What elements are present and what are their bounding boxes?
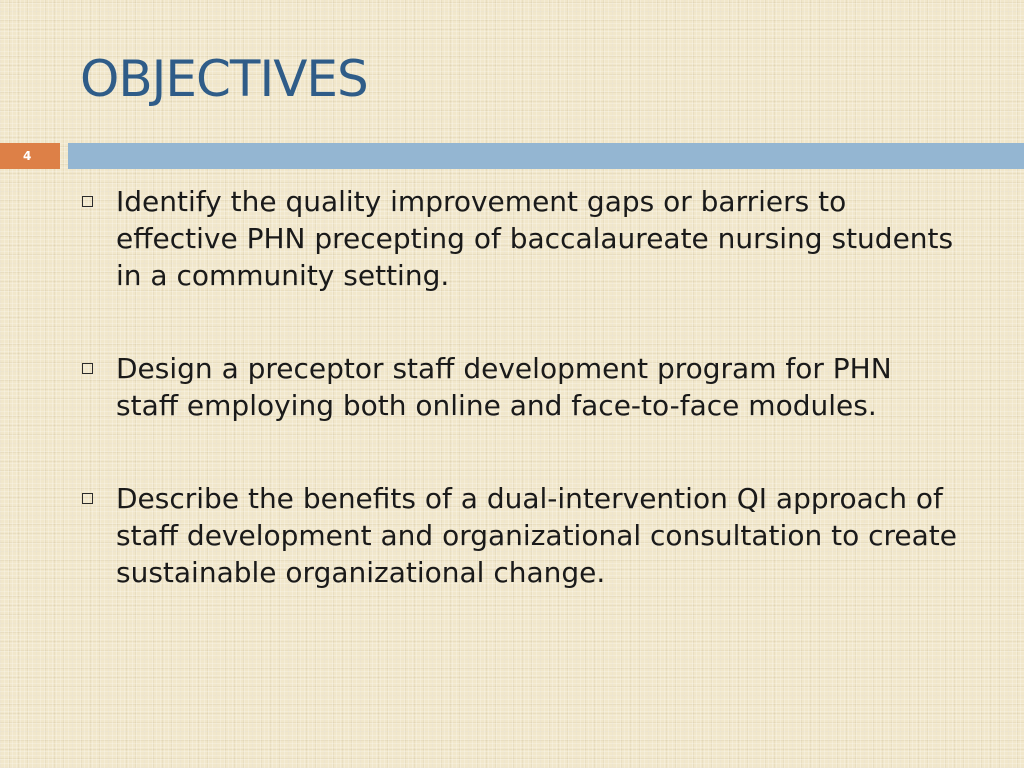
objective-item [79,183,959,294]
slide-title: OBJECTIVES [80,50,368,108]
header-accent-bar [68,143,1024,169]
objective-text: Identify the quality improvement gaps or barriers to effective PHN precepting of baccalaureate nursing students in a community setting. [116,185,954,292]
objective-text: Describe the benefits of a dual-intervention QI approach of staff development and organizational consultation to create sustainable organizational change. [116,482,957,589]
objective-text: Design a preceptor staff development program for PHN staff employing both online and face-to-face modules. [116,352,892,422]
objective-item [79,350,959,424]
objectives-list [79,183,959,591]
hollow-square-bullet-icon [82,493,93,504]
hollow-square-bullet-icon [82,363,93,374]
slide-number: 4 [0,143,60,169]
objective-item [79,480,959,591]
hollow-square-bullet-icon [82,196,93,207]
